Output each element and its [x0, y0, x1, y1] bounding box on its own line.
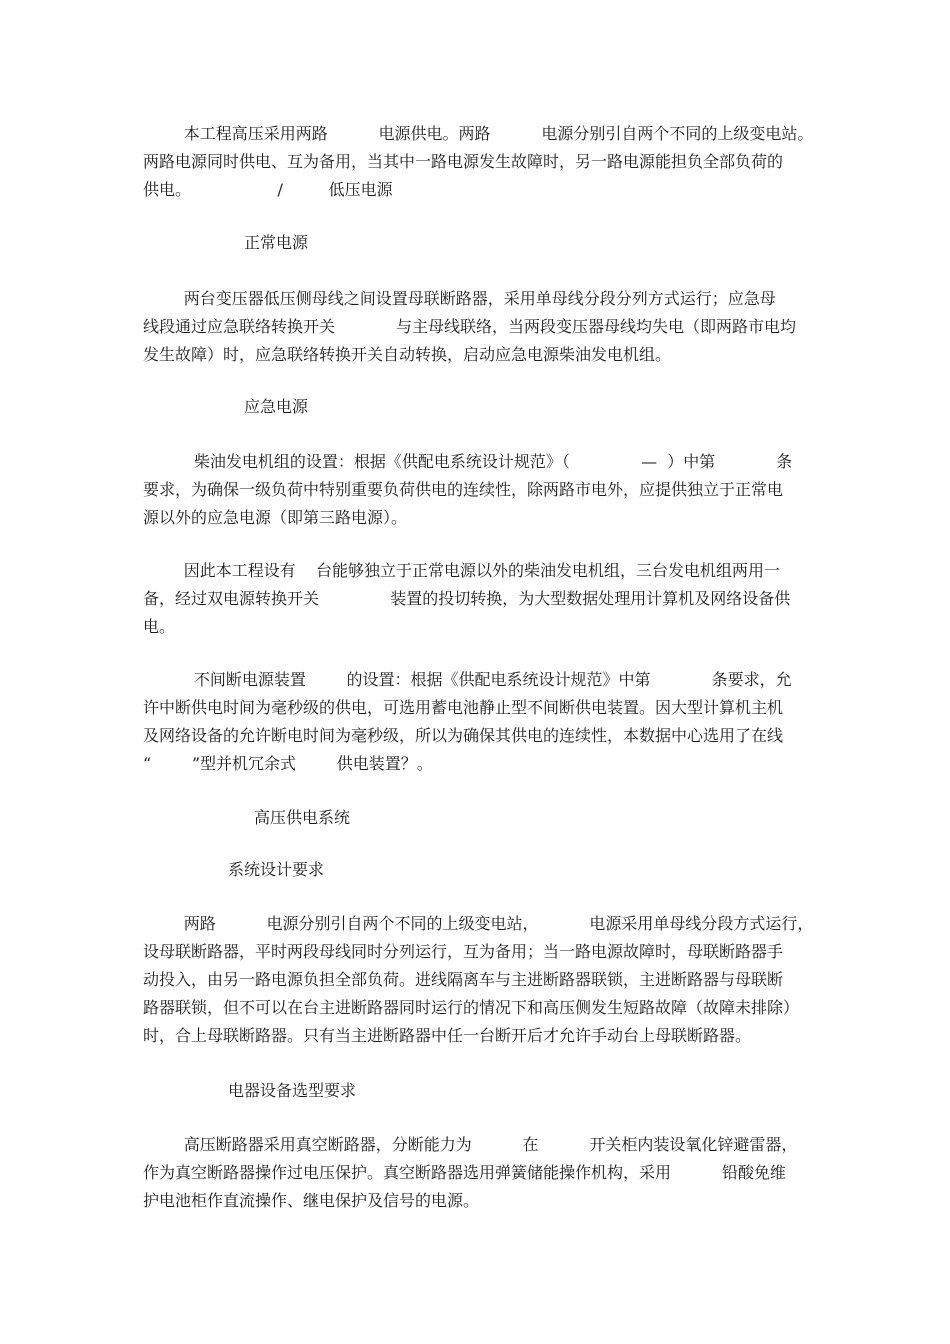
heading-hv-system: 高压供电系统: [254, 808, 351, 827]
paragraph-power-supply-intro: [143, 120, 813, 204]
text-line: 电。: [143, 617, 176, 636]
text-line: 路器联锁，但不可以在台主进断路器同时运行的情况下和高压侧发生短路故障（故障未排除）: [143, 998, 800, 1017]
text-line: “ ”型并机冗余式 供电装置？。: [143, 754, 433, 773]
paragraph-diesel-generator: [143, 448, 813, 532]
text-line: 时，合上母联断路器。只有当主进断路器中任一台断开后才允许手动台上母联断路器。: [143, 1026, 752, 1045]
paragraph-generator-sets: [143, 557, 813, 641]
text-line: 本工程高压采用两路 电源供电。两路 电源分别引自两个不同的上级变电站。: [143, 124, 814, 143]
text-line: 设母联断路器，平时两段母线同时分列运行，互为备用；当一路电源故障时，母联断路器手: [143, 942, 784, 961]
paragraph-equipment-selection: [143, 1131, 813, 1215]
text-line: 两台变压器低压侧母线之间设置母联断路器，采用单母线分段分列方式运行；应急母: [143, 289, 776, 308]
text-line: 因此本工程设有 台能够独立于正常电源以外的柴油发电机组，三台发电机组两用一: [143, 561, 781, 580]
text-line: 源以外的应急电源（即第三路电源）。: [143, 508, 408, 527]
text-line: 柴油发电机组的设置：根据《供配电系统设计规范》（ — ）中第 条: [143, 452, 793, 471]
text-line: 动投入，由另一路电源负担全部负荷。进线隔离车与主进断路器联锁，主进断路器与母联断: [143, 970, 784, 989]
text-line: 供电。 / 低压电源: [143, 180, 393, 199]
heading-design-requirements: 系统设计要求: [228, 860, 325, 879]
text-line: 许中断供电时间为毫秒级的供电，可选用蓄电池静止型不间断供电装置。因大型计算机主机: [143, 698, 784, 717]
text-line: 备，经过双电源转换开关 装置的投切转换，为大型数据处理用计算机及网络设备供: [143, 589, 791, 608]
heading-normal-power: 正常电源: [244, 233, 309, 252]
heading-equipment-selection: 电器设备选型要求: [228, 1081, 357, 1100]
text-line: 作为真空断路器操作过电压保护。真空断路器选用弹簧储能操作机构，采用 铅酸免维: [143, 1163, 786, 1182]
text-line: 发生故障）时，应急联络转换开关自动转换，启动应急电源柴油发电机组。: [143, 345, 672, 364]
paragraph-design-requirements: [143, 910, 813, 1050]
paragraph-normal-power: [143, 285, 813, 369]
heading-emergency-power: 应急电源: [244, 397, 309, 416]
text-line: 及网络设备的允许断电时间为毫秒级，所以为确保其供电的连续性，本数据中心选用了在线: [143, 726, 784, 745]
text-line: 高压断路器采用真空断路器，分断能力为 在 开关柜内装设氧化锌避雷器，: [143, 1135, 798, 1154]
text-line: 两路 电源分别引自两个不同的上级变电站， 电源采用单母线分段方式运行，: [143, 914, 814, 933]
text-line: 两路电源同时供电、互为备用，当其中一路电源发生故障时，另一路电源能担负全部负荷的: [143, 152, 784, 171]
text-line: 不间断电源装置 的设置：根据《供配电系统设计规范》中第 条要求，允: [143, 670, 792, 689]
text-line: 护电池柜作直流操作、继电保护及信号的电源。: [143, 1191, 480, 1210]
text-line: 要求，为确保一级负荷中特别重要负荷供电的连续性，除两路市电外，应提供独立于正常电: [143, 480, 784, 499]
text-line: 线段通过应急联络转换开关 与主母线联络，当两段变压器母线均失电（即两路市电均: [143, 317, 797, 336]
paragraph-ups: [143, 666, 813, 778]
